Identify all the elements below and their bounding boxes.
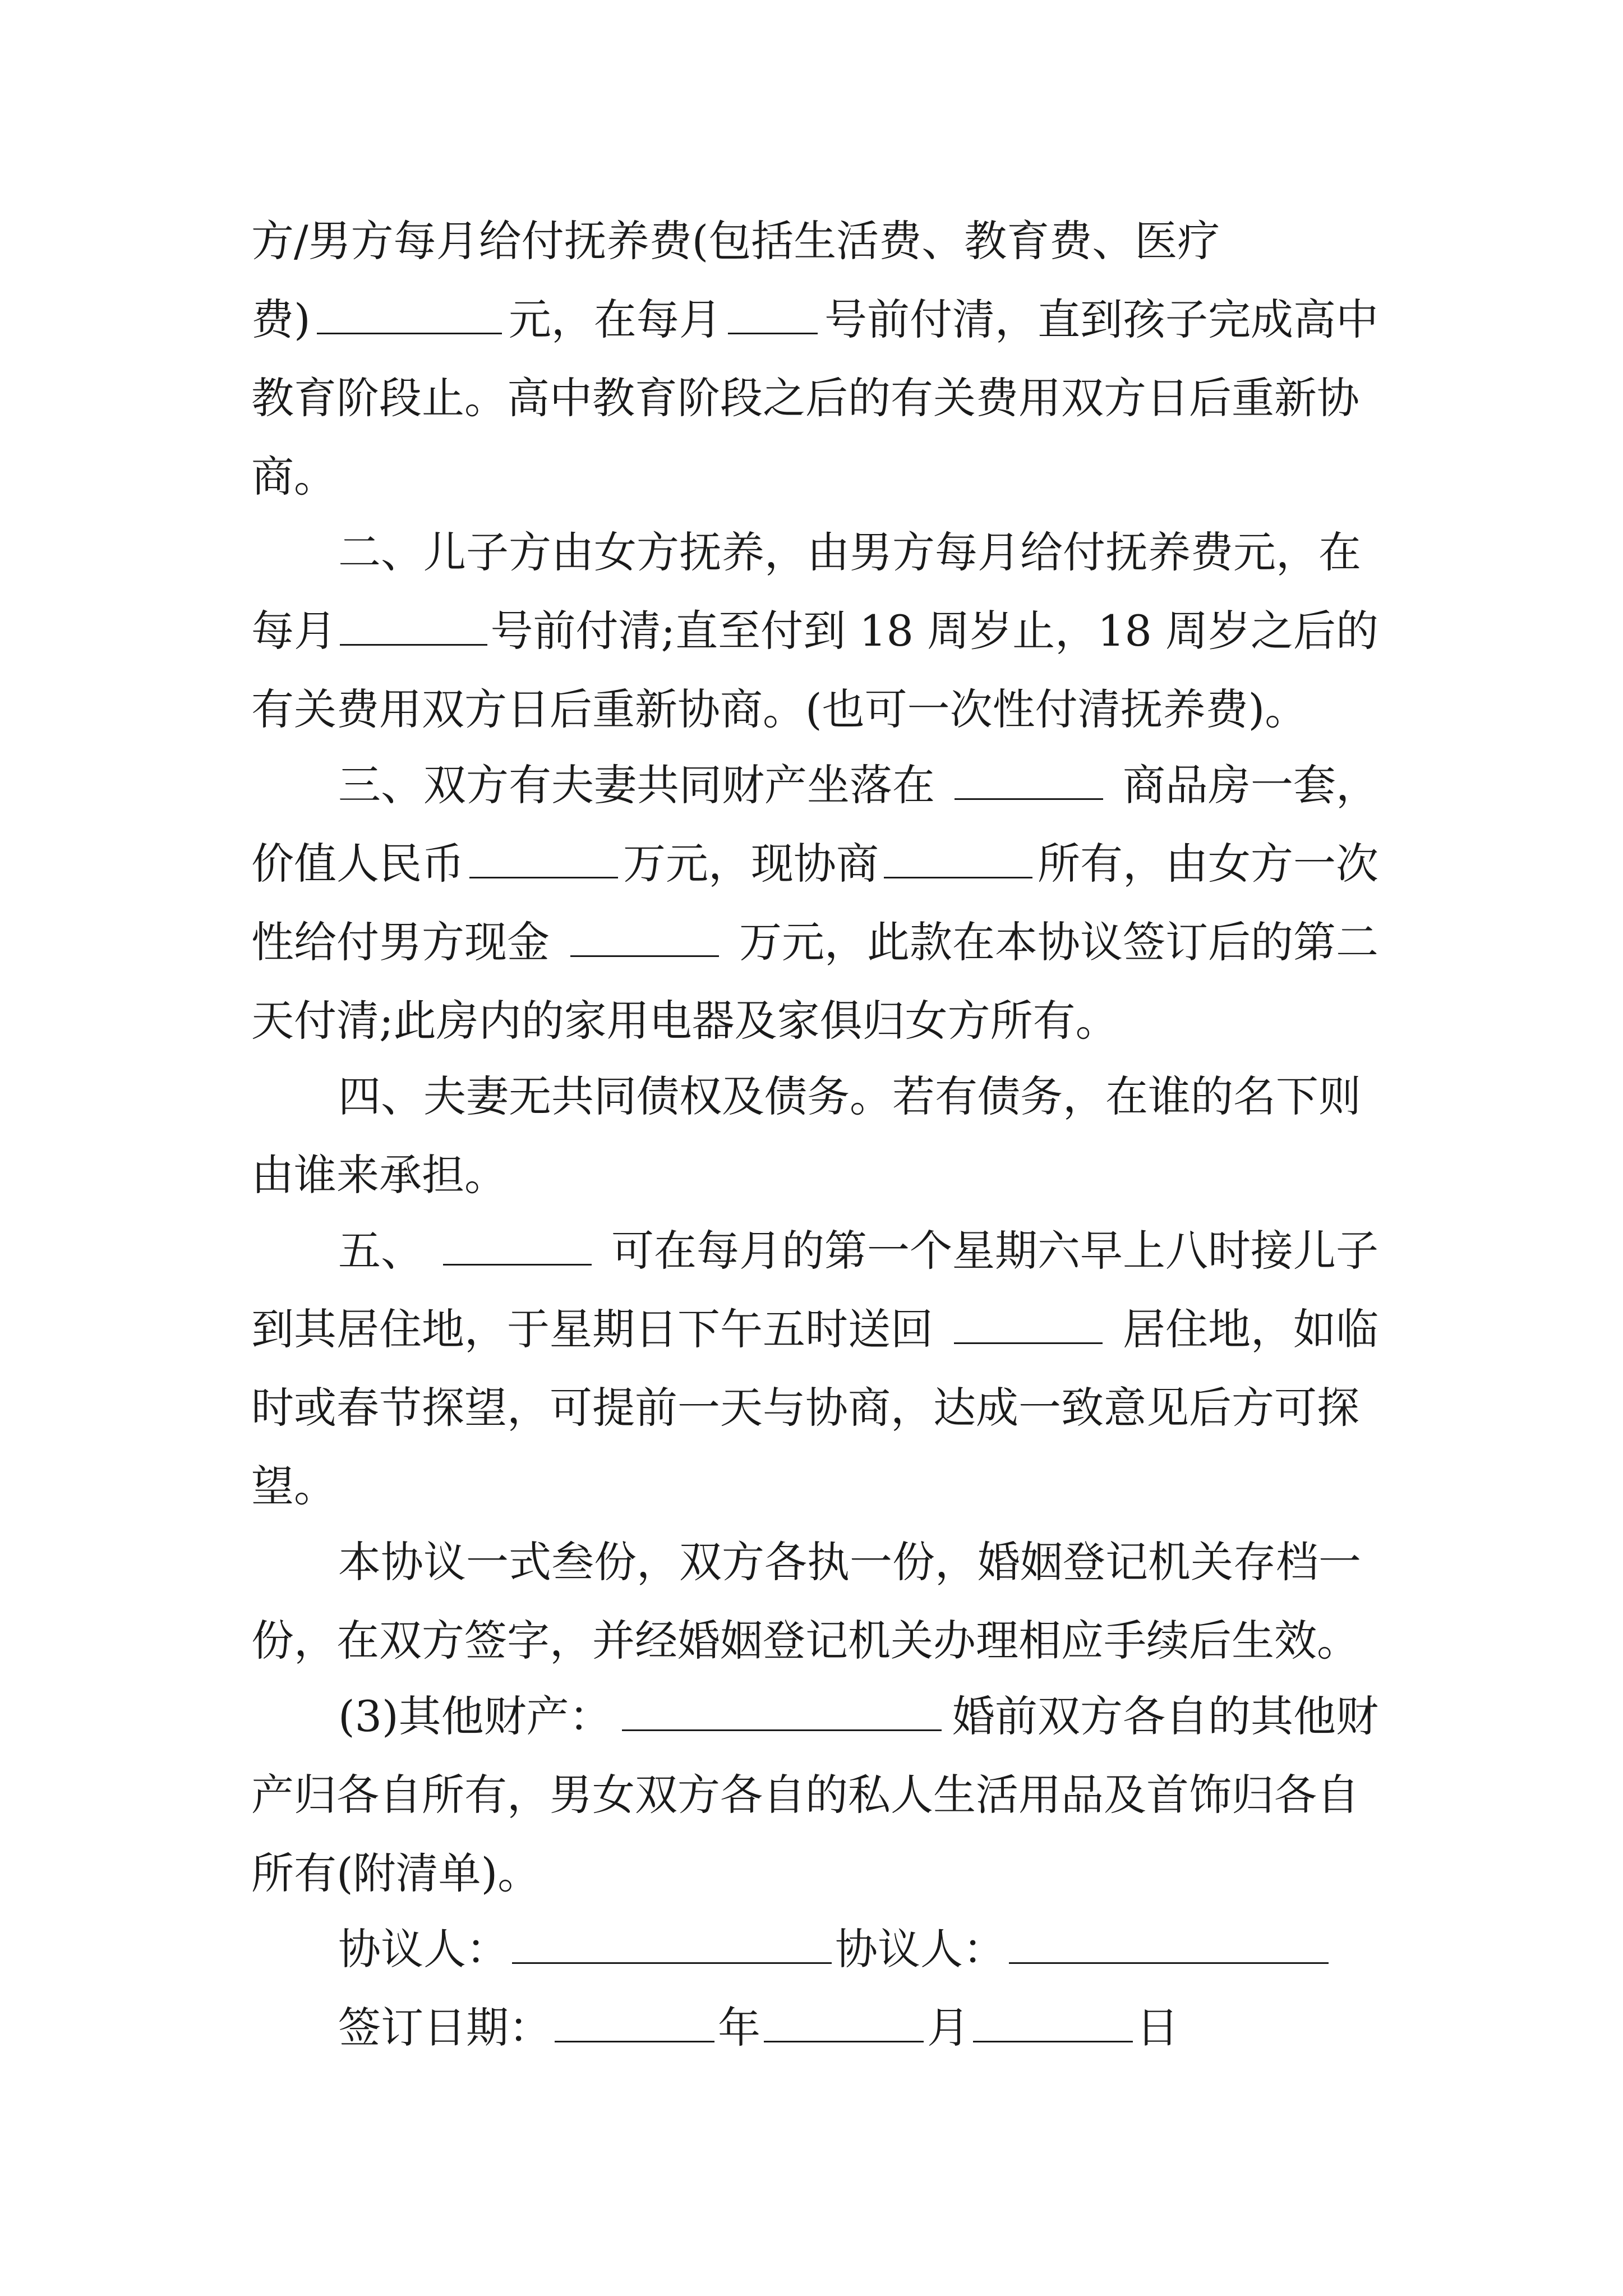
text-line-content: 份，在双方签字，并经婚姻登记机关办理相应手续后生效。: [251, 1616, 1359, 1665]
paragraph-other-property: [251, 1677, 1378, 1913]
text-line: [251, 825, 1378, 903]
text-segment: 所有，由女方一次: [1038, 839, 1378, 889]
text-line-content: 由谁来承担。: [251, 1150, 507, 1200]
text-segment: (3)其他财产：: [338, 1691, 612, 1741]
day-field[interactable]: [973, 2007, 1133, 2042]
location-blank[interactable]: [955, 765, 1103, 800]
party-label: 协议人：: [338, 1924, 509, 1974]
text-segment: 可在每月的第一个星期六早上八时接儿子: [611, 1226, 1378, 1276]
text-line: [251, 982, 1378, 1060]
text-line: [251, 1290, 1378, 1369]
text-line-content: 本协议一式叁份，双方各执一份，婚姻登记机关存档一: [338, 1537, 1361, 1587]
text-line-content: 教育阶段止。高中教育阶段之后的有关费用双方日后重新协: [251, 373, 1359, 423]
text-line: [251, 1523, 1378, 1602]
text-line: [251, 1212, 1378, 1290]
date-line: [251, 1989, 1378, 2067]
paragraph-child-support-continued: [251, 202, 1378, 516]
text-line: [251, 1136, 1378, 1214]
value-blank[interactable]: [469, 843, 618, 878]
owner-blank[interactable]: [884, 843, 1032, 878]
text-line-content: 四、夫妻无共同债权及债务。若有债务，在谁的名下则: [338, 1071, 1361, 1121]
party-label: 协议人：: [835, 1924, 1006, 1974]
other-property-blank[interactable]: [622, 1696, 942, 1731]
text-line: [251, 1447, 1378, 1526]
return-party-blank[interactable]: [954, 1309, 1103, 1344]
text-segment: 万元，现协商: [623, 839, 879, 889]
text-segment: 号前付清，直到孩子完成高中: [824, 295, 1378, 344]
party-1-signature-field[interactable]: [512, 1929, 832, 1964]
text-segment: 费): [251, 295, 311, 344]
visitor-blank[interactable]: [443, 1230, 592, 1266]
amount-blank[interactable]: [317, 299, 502, 334]
text-segment: 元，在每月: [508, 295, 722, 344]
text-line-content: 所有(附清单)。: [251, 1848, 541, 1898]
text-segment: 商品房一套，: [1123, 760, 1378, 810]
text-line: [251, 202, 1378, 280]
cash-blank[interactable]: [570, 922, 719, 957]
party-2-signature-field[interactable]: [1009, 1929, 1329, 1964]
text-line: [251, 1057, 1378, 1136]
month-field[interactable]: [764, 2007, 924, 2042]
text-line: [251, 1834, 1378, 1913]
paragraph-joint-property: [251, 746, 1378, 1060]
text-line: [251, 1756, 1378, 1834]
year-field[interactable]: [555, 2007, 714, 2042]
month-label: 月: [927, 2003, 970, 2053]
day-blank[interactable]: [728, 299, 818, 334]
year-label: 年: [718, 2003, 760, 2053]
paragraph-visitation: [251, 1212, 1378, 1526]
text-segment: 五、: [338, 1226, 423, 1276]
date-label: 签订日期：: [338, 2003, 551, 2053]
text-line-content: 二、儿子方由女方抚养，由男方每月给付抚养费元，在: [338, 527, 1361, 577]
text-line: [251, 746, 1378, 825]
text-line-content: 天付清;此房内的家用电器及家俱归女方所有。: [251, 996, 1118, 1046]
text-line: [251, 1677, 1378, 1756]
text-segment: 到其居住地，于星期日下午五时送回: [251, 1304, 933, 1354]
text-line: [251, 359, 1378, 438]
text-line: [251, 438, 1378, 516]
text-segment: 居住地，如临: [1123, 1304, 1378, 1354]
paragraph-copies-effective: [251, 1523, 1378, 1680]
text-line-content: 有关费用双方日后重新协商。(也可一次性付清抚养费)。: [251, 684, 1308, 734]
signature-block: [251, 1910, 1378, 2067]
text-segment: 三、双方有夫妻共同财产坐落在: [338, 760, 935, 810]
text-line-content: 产归各自所有，男女双方各自的私人生活用品及首饰归各自: [251, 1770, 1359, 1820]
day-blank[interactable]: [340, 610, 487, 646]
text-segment: 每月: [251, 606, 336, 656]
text-line-content: 时或春节探望，可提前一天与协商，达成一致意见后方可探: [251, 1383, 1359, 1433]
paragraph-debts: [251, 1057, 1378, 1214]
text-line: [251, 513, 1378, 592]
text-line: [251, 1602, 1378, 1680]
text-segment: 万元，此款在本协议签订后的第二: [739, 917, 1378, 967]
text-line: [251, 1369, 1378, 1447]
paragraph-son-custody: [251, 513, 1378, 749]
text-segment: 号前付清;直至付到 18 周岁止，18 周岁之后的: [490, 606, 1378, 656]
text-line: [251, 670, 1378, 749]
text-segment: 价值人民币: [251, 839, 464, 889]
text-line: [251, 280, 1378, 359]
day-label: 日: [1136, 2003, 1179, 2053]
text-line: [251, 592, 1378, 670]
text-line-content: 望。: [251, 1461, 336, 1511]
text-line-content: 方/男方每月给付抚养费(包括生活费、教育费、医疗: [251, 216, 1220, 266]
text-line-content: 商。: [251, 452, 336, 501]
signature-line: [251, 1910, 1378, 1989]
text-line: [251, 903, 1378, 982]
text-segment: 性给付男方现金: [251, 917, 550, 967]
text-segment: 婚前双方各自的其他财: [952, 1691, 1378, 1741]
